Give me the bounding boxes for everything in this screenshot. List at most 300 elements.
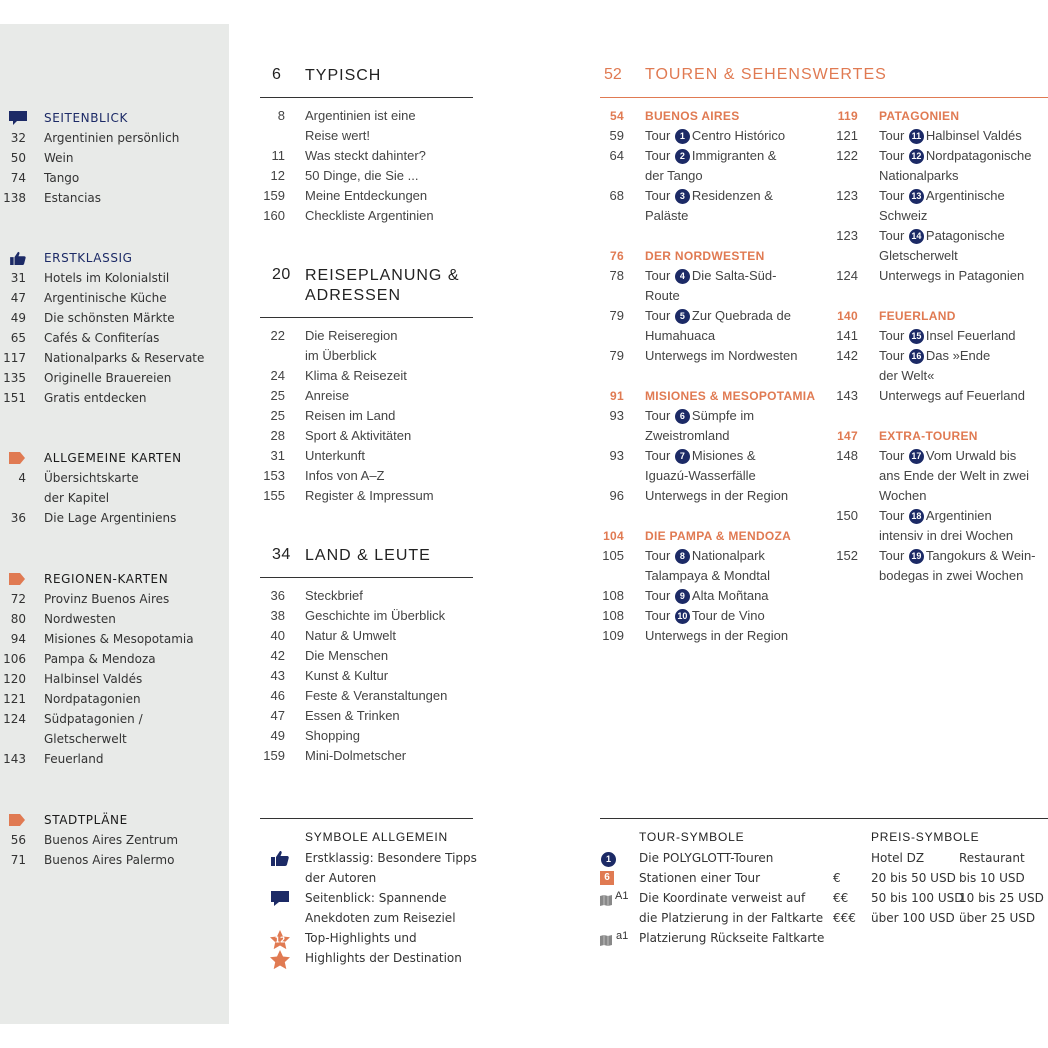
- entry-text: Zweistromland: [645, 428, 730, 443]
- speech-bubble-icon: [270, 890, 290, 913]
- page-number: 96: [609, 488, 624, 503]
- toc-entry: [260, 446, 473, 466]
- sidebar-entry: [0, 629, 229, 649]
- entry-text: [645, 146, 776, 166]
- page-number: 36: [270, 588, 285, 603]
- thumbs-up-icon: [9, 251, 27, 265]
- entry-text: Südpatagonien /: [44, 712, 143, 726]
- page-number: 38: [270, 608, 285, 623]
- page-number: 151: [3, 391, 26, 405]
- price-symbol: €: [833, 871, 841, 885]
- page-number: 31: [10, 271, 26, 285]
- entry-text: [879, 506, 992, 526]
- price-row: [833, 868, 1048, 888]
- toc-entry: [260, 326, 473, 346]
- entry-text: [879, 226, 1005, 246]
- sidebar-entry: [0, 468, 229, 488]
- price-restaurant: über 25 USD: [959, 911, 1036, 925]
- tour-entry: [834, 366, 1048, 386]
- entry-text: Unterwegs in Patagonien: [879, 268, 1025, 283]
- tour-word: Tour: [879, 548, 905, 563]
- tour-name: Argentinische: [925, 188, 1005, 203]
- price-col-restaurant: Restaurant: [959, 851, 1025, 865]
- legend-price-title: PREIS-SYMBOLE: [871, 830, 980, 844]
- tour-entry: [834, 446, 1048, 466]
- page-number: 159: [263, 748, 285, 763]
- entry-text: Die Reiseregion: [305, 328, 398, 343]
- sidebar-entry: [0, 850, 229, 870]
- tour-number-badge: 13: [909, 189, 924, 204]
- page-number: 135: [3, 371, 26, 385]
- page-number: 94: [10, 632, 26, 646]
- entry-text: [645, 266, 776, 286]
- entry-text: Die Menschen: [305, 648, 389, 663]
- legend-divider-right: [600, 818, 1048, 819]
- tour-circle-symbol: [600, 850, 618, 868]
- page-number: 123: [836, 188, 858, 203]
- sidebar-entry: [0, 488, 229, 508]
- tour-entry: [834, 266, 1048, 286]
- tour-number-badge: 11: [909, 129, 924, 144]
- tours-header: [600, 60, 1048, 98]
- entry-text: [879, 126, 1022, 146]
- price-hotel: über 100 USD: [871, 911, 955, 925]
- entry-text: Route: [645, 288, 680, 303]
- page-number: 32: [10, 131, 26, 145]
- tour-word: Tour: [645, 308, 671, 323]
- page-number: 143: [836, 388, 858, 403]
- page-number: 108: [602, 588, 624, 603]
- tour-entry: [600, 566, 820, 586]
- tour-word: Tour: [879, 148, 905, 163]
- tour-entry: [600, 446, 820, 466]
- region-title: PATAGONIEN: [879, 109, 960, 123]
- tour-word: Tour: [645, 408, 671, 423]
- page-number: 150: [836, 508, 858, 523]
- page-number: 49: [10, 311, 26, 325]
- page-number: 4: [18, 471, 26, 485]
- entry-text: Meine Entdeckungen: [305, 188, 428, 203]
- entry-text: Register & Impressum: [305, 488, 434, 503]
- page-number: 46: [270, 688, 285, 703]
- tour-word: Tour: [645, 608, 671, 623]
- tour-number-badge: 15: [909, 329, 924, 344]
- tour-word: Tour: [879, 228, 905, 243]
- entry-text: Originelle Brauereien: [44, 371, 172, 385]
- entry-text: der Tango: [645, 168, 703, 183]
- price-hotel: 20 bis 50 USD: [871, 871, 956, 885]
- tour-entry: [600, 346, 820, 366]
- toc-entry: [260, 646, 473, 666]
- toc-section-header: [260, 540, 473, 578]
- entry-text: Unterwegs in der Region: [645, 628, 789, 643]
- page-number: 11: [271, 148, 285, 163]
- tour-word: Tour: [879, 328, 905, 343]
- section-title: LAND & LEUTE: [305, 547, 431, 564]
- map-icon: [600, 893, 612, 911]
- tour-entry: [834, 126, 1048, 146]
- tour-number-badge: 6: [675, 409, 690, 424]
- tour-entry: [834, 526, 1048, 546]
- entry-text: Steckbrief: [305, 588, 363, 603]
- page-number: 50: [10, 151, 26, 165]
- tour-word: Tour: [879, 188, 905, 203]
- tour-entry: [834, 246, 1048, 266]
- entry-text: Paläste: [645, 208, 689, 223]
- page-number: 43: [270, 668, 285, 683]
- page-number: 79: [609, 348, 624, 363]
- region-header: [834, 426, 1048, 446]
- sidebar-section: [0, 248, 229, 408]
- tour-entry: [600, 146, 820, 166]
- tour-word: Tour: [645, 548, 671, 563]
- page-number: 124: [3, 712, 26, 726]
- legend-line: Die Koordinate verweist auf: [639, 891, 806, 905]
- toc-entries: [260, 578, 473, 766]
- legend-general-lines: [305, 848, 477, 968]
- entry-text: Argentinien persönlich: [44, 131, 180, 145]
- entry-text: Die Lage Argentiniens: [44, 511, 177, 525]
- page-number: 152: [836, 548, 858, 563]
- sidebar-section-title: SEITENBLICK: [44, 111, 128, 125]
- toc-entry: [260, 746, 473, 766]
- legend-price-rows: [833, 868, 1048, 928]
- entry-text: [645, 306, 791, 326]
- page-number: 42: [270, 648, 285, 663]
- sidebar-section-header: [0, 108, 229, 128]
- tour-entry: [834, 146, 1048, 166]
- entry-text: Sport & Aktivitäten: [305, 428, 412, 443]
- entry-text: Argentinische Küche: [44, 291, 167, 305]
- tour-word: Tour: [645, 448, 671, 463]
- tour-entry: [600, 586, 820, 606]
- tour-entry: [600, 606, 820, 626]
- entry-text: Feuerland: [44, 752, 104, 766]
- toc-entries: [260, 318, 473, 506]
- map-tag-icon: [9, 451, 27, 465]
- legend-line: Erstklassig: Besondere Tipps: [305, 851, 477, 865]
- highlight-badge-number: 12: [274, 935, 286, 945]
- entry-text: im Überblick: [305, 348, 377, 363]
- page-number: 36: [10, 511, 26, 525]
- page-number: 124: [836, 268, 858, 283]
- entry-text: Kunst & Kultur: [305, 668, 389, 683]
- spacer: [834, 406, 1048, 426]
- tour-entry: [600, 546, 820, 566]
- section-page: 34: [272, 546, 291, 563]
- entry-text: [879, 446, 1016, 466]
- sidebar-entry: [0, 669, 229, 689]
- star-icon: [269, 950, 291, 975]
- region-page: 140: [837, 309, 858, 323]
- entry-text: [645, 126, 785, 146]
- page-number: 24: [270, 368, 285, 383]
- map-tag-icon: [9, 813, 27, 827]
- tour-number-badge: 3: [675, 189, 690, 204]
- price-restaurant: bis 10 USD: [959, 871, 1025, 885]
- tour-entry: [834, 486, 1048, 506]
- price-restaurant: 10 bis 25 USD: [959, 891, 1044, 905]
- tour-name: Argentinien: [925, 508, 992, 523]
- map-icon-back: [600, 933, 612, 951]
- entry-text: Essen & Trinken: [305, 708, 400, 723]
- toc-entry: [260, 346, 473, 366]
- entry-text: Talampaya & Mondtal: [645, 568, 771, 583]
- toc-entry: [260, 146, 473, 166]
- sidebar-section-header: [0, 448, 229, 468]
- entry-text: Gletscherwelt: [44, 732, 127, 746]
- tour-name: Sümpfe im: [691, 408, 755, 423]
- page-number: 121: [3, 692, 26, 706]
- page-number: 148: [836, 448, 858, 463]
- legend-line: Top-Highlights und: [305, 931, 417, 945]
- page-number: 78: [609, 268, 624, 283]
- tour-number-badge: 14: [909, 229, 924, 244]
- toc-entry: [260, 686, 473, 706]
- legend-general-title: SYMBOLE ALLGEMEIN: [305, 830, 448, 844]
- page-number: 141: [836, 328, 858, 343]
- map-code-lower: a1: [616, 930, 629, 942]
- price-symbol: €€: [833, 891, 849, 905]
- tour-name: Vom Urwald bis: [925, 448, 1017, 463]
- entry-text: Checkliste Argentinien: [305, 208, 434, 223]
- entry-text: Gletscherwelt: [879, 248, 958, 263]
- page-number: 138: [3, 191, 26, 205]
- toc-section: [260, 540, 473, 766]
- sidebar-entry: [0, 128, 229, 148]
- region-page: 119: [837, 109, 858, 123]
- tour-number-badge: 4: [675, 269, 690, 284]
- page-number: 160: [263, 208, 285, 223]
- sidebar-entry: [0, 729, 229, 749]
- tour-entry: [600, 286, 820, 306]
- sidebar-entry: [0, 268, 229, 288]
- region-page: 91: [610, 389, 624, 403]
- legend-line: Seitenblick: Spannende: [305, 891, 447, 905]
- station-square-symbol: 6: [600, 871, 614, 885]
- tour-entry: [834, 466, 1048, 486]
- page-number: 25: [270, 388, 285, 403]
- tour-name: Insel Feuerland: [925, 328, 1016, 343]
- legend-line: Anekdoten zum Reiseziel: [305, 911, 456, 925]
- page-number: 72: [10, 592, 26, 606]
- tour-word: Tour: [879, 128, 905, 143]
- sidebar-section: [0, 448, 229, 528]
- tour-name: Nationalpark: [691, 548, 765, 563]
- sidebar-entry: [0, 328, 229, 348]
- legend-line: Platzierung Rückseite Faltkarte: [639, 931, 825, 945]
- page-number: 28: [270, 428, 285, 443]
- tour-word: Tour: [645, 148, 671, 163]
- tour-entry: [834, 186, 1048, 206]
- legend-tour-lines: [639, 848, 824, 948]
- entry-text: Unterkunft: [305, 448, 365, 463]
- tour-number-badge: 18: [909, 509, 924, 524]
- page-number: 155: [263, 488, 285, 503]
- tours-column-2: [834, 106, 1048, 586]
- region-header: [600, 386, 820, 406]
- tour-name: Alta Moñtana: [691, 588, 769, 603]
- tour-number-badge: 17: [909, 449, 924, 464]
- region-title: EXTRA-TOUREN: [879, 429, 978, 443]
- tour-number-badge: 10: [675, 609, 690, 624]
- sidebar-entry: [0, 830, 229, 850]
- legend-line: Highlights der Destination: [305, 951, 462, 965]
- sidebar-entry: [0, 188, 229, 208]
- tour-entry: [834, 226, 1048, 246]
- toc-section: [260, 260, 473, 506]
- tour-entry: [600, 626, 820, 646]
- toc-section-header: [260, 60, 473, 98]
- region-page: 147: [837, 429, 858, 443]
- page-number: 93: [609, 408, 624, 423]
- region-page: 54: [610, 109, 624, 123]
- tour-entry: [600, 126, 820, 146]
- toc-entry: [260, 466, 473, 486]
- sidebar-section-title: ALLGEMEINE KARTEN: [44, 451, 182, 465]
- entry-text: [879, 546, 1036, 566]
- page-number: 12: [270, 168, 285, 183]
- entry-text: Geschichte im Überblick: [305, 608, 446, 623]
- page-number: 123: [836, 228, 858, 243]
- page-number: 153: [263, 468, 285, 483]
- spacer: [834, 286, 1048, 306]
- entry-text: Wein: [44, 151, 74, 165]
- legend-divider: [260, 818, 473, 819]
- toc-entry: [260, 606, 473, 626]
- tour-name: Tour de Vino: [691, 608, 765, 623]
- entry-text: [645, 446, 756, 466]
- entry-text: Shopping: [305, 728, 360, 743]
- toc-entry: [260, 126, 473, 146]
- region-header: [600, 246, 820, 266]
- entry-text: Estancias: [44, 191, 102, 205]
- tour-word: Tour: [645, 188, 671, 203]
- page-number: 31: [270, 448, 285, 463]
- spacer: [600, 226, 820, 246]
- tour-number-badge: 9: [675, 589, 690, 604]
- toc-entry: [260, 186, 473, 206]
- tour-name: Centro Histórico: [691, 128, 786, 143]
- tour-entry: [600, 486, 820, 506]
- section-page: 6: [272, 66, 282, 83]
- tour-entry: [834, 166, 1048, 186]
- entry-text: [645, 186, 773, 206]
- tour-number-badge: 8: [675, 549, 690, 564]
- price-col-hotel: Hotel DZ: [871, 851, 925, 865]
- sidebar-entry: [0, 709, 229, 729]
- toc-entry: [260, 166, 473, 186]
- page-number: 47: [270, 708, 285, 723]
- page-number: 122: [836, 148, 858, 163]
- page-number: 108: [602, 608, 624, 623]
- toc-entry: [260, 706, 473, 726]
- tour-word: Tour: [879, 348, 905, 363]
- tour-name: Patagonische: [925, 228, 1005, 243]
- entry-text: Cafés & Confiterías: [44, 331, 160, 345]
- tour-number-badge: 2: [675, 149, 690, 164]
- tours-title: TOUREN & SEHENSWERTES: [645, 66, 887, 83]
- entry-text: Was steckt dahinter?: [305, 148, 426, 163]
- region-title: BUENOS AIRES: [645, 109, 740, 123]
- sidebar-entry: [0, 649, 229, 669]
- entry-text: Mini-Dolmetscher: [305, 748, 407, 763]
- entry-text: Misiones & Mesopotamia: [44, 632, 194, 646]
- entry-text: intensiv in drei Wochen: [879, 528, 1014, 543]
- page-number: 105: [602, 548, 624, 563]
- tour-entry: [834, 386, 1048, 406]
- sidebar-entry: [0, 288, 229, 308]
- entry-text: Tango: [44, 171, 80, 185]
- price-row: [833, 888, 1048, 908]
- toc-section-header: [260, 260, 473, 318]
- tour-number-badge: 12: [909, 149, 924, 164]
- map-code-upper: A1: [615, 890, 629, 902]
- tour-entry: [600, 206, 820, 226]
- entry-text: Iguazú-Wasserfälle: [645, 468, 756, 483]
- price-hotel: 50 bis 100 USD: [871, 891, 964, 905]
- entry-text: [645, 406, 754, 426]
- page-number: 59: [609, 128, 624, 143]
- toc-entry: [260, 426, 473, 446]
- sidebar-section-title: REGIONEN-KARTEN: [44, 572, 169, 586]
- toc-entry: [260, 486, 473, 506]
- region-title: DIE PAMPA & MENDOZA: [645, 529, 792, 543]
- entry-text: Anreise: [305, 388, 350, 403]
- toc-entry: [260, 106, 473, 126]
- region-header: [600, 526, 820, 546]
- region-header: [834, 106, 1048, 126]
- entry-text: Halbinsel Valdés: [44, 672, 143, 686]
- entry-text: [879, 146, 1031, 166]
- entry-text: Infos von A–Z: [305, 468, 385, 483]
- tour-entry: [834, 546, 1048, 566]
- page-number: 120: [3, 672, 26, 686]
- page-number: 64: [609, 148, 624, 163]
- section-title: TYPISCH: [305, 67, 382, 84]
- entry-text: [879, 346, 990, 366]
- entry-text: Nationalparks: [879, 168, 959, 183]
- tour-entry: [600, 406, 820, 426]
- tour-number-badge: 5: [675, 309, 690, 324]
- entry-text: Hotels im Kolonialstil: [44, 271, 170, 285]
- tour-name: Die Salta-Süd-: [691, 268, 777, 283]
- entry-text: [879, 326, 1016, 346]
- toc-section: [260, 60, 473, 226]
- sidebar-section-title: ERSTKLASSIG: [44, 251, 133, 265]
- entry-text: Humahuaca: [645, 328, 716, 343]
- tour-word: Tour: [645, 128, 671, 143]
- toc-entry: [260, 586, 473, 606]
- entry-text: der Kapitel: [44, 491, 110, 505]
- page-number: 22: [270, 328, 285, 343]
- tour-entry: [600, 306, 820, 326]
- tour-word: Tour: [879, 508, 905, 523]
- entry-text: [645, 586, 769, 606]
- entry-text: Klima & Reisezeit: [305, 368, 407, 383]
- toc-entries: [260, 98, 473, 226]
- spacer: [600, 506, 820, 526]
- page-number: 25: [270, 408, 285, 423]
- toc-entry: [260, 666, 473, 686]
- page-number: 109: [602, 628, 624, 643]
- page-number: 68: [609, 188, 624, 203]
- toc-entry: [260, 366, 473, 386]
- entry-text: ans Ende der Welt in zwei: [879, 468, 1030, 483]
- page-number: 8: [277, 108, 285, 123]
- entry-text: Reisen im Land: [305, 408, 396, 423]
- tour-number-badge: 7: [675, 449, 690, 464]
